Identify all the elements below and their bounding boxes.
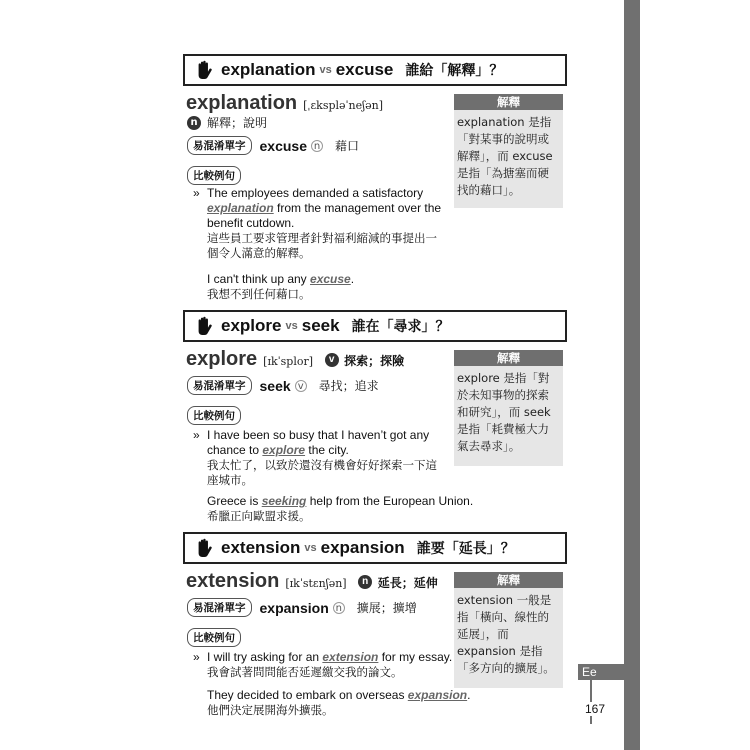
header-vs: vs <box>319 64 332 76</box>
entry-header <box>183 54 567 86</box>
entry-header <box>183 532 567 564</box>
example-tag: 比較例句 <box>187 166 241 185</box>
example-tag-wrap <box>187 164 241 185</box>
headword-text: explore <box>186 348 258 370</box>
confusable-word: seek <box>259 377 291 394</box>
headword <box>186 348 404 371</box>
example-text: I can't think up any <box>207 272 311 286</box>
header-vs: vs <box>304 542 317 554</box>
example-2-en <box>207 688 507 703</box>
meaning: 解釋；說明 <box>207 116 268 130</box>
confusable-pos: n <box>311 140 323 152</box>
confusable-tag: 易混淆單字 <box>187 376 252 395</box>
confusable-tag: 易混淆單字 <box>187 136 252 155</box>
confusable-word: expansion <box>259 599 329 616</box>
example-2-zh: 他們決定展開海外擴張。 <box>207 703 334 717</box>
headword <box>186 570 438 593</box>
headword-text: explanation <box>186 92 298 114</box>
letter-tab: Ee <box>578 664 624 680</box>
header-word-2: expansion <box>320 538 405 557</box>
header-question: 誰在「尋求」？ <box>351 319 450 335</box>
header-word-1: extension <box>221 538 301 557</box>
explain-box <box>454 350 563 466</box>
confusable-line <box>187 136 359 155</box>
page-number: 167 <box>584 702 606 716</box>
meaning: 探索；探險 <box>344 354 405 368</box>
side-bar <box>624 0 640 750</box>
header-word-1: explanation <box>221 60 316 79</box>
example-tag-wrap <box>187 404 241 425</box>
example-keyword: expansion <box>407 688 468 702</box>
example-keyword: excuse <box>310 272 351 286</box>
phonetic: [ˌɛkspləˈneʃən] <box>303 99 384 112</box>
example-1-en <box>207 428 447 458</box>
example-1-zh: 我會試著問問能否延遲繳交我的論文。 <box>207 665 403 679</box>
confusable-word: excuse <box>259 137 307 154</box>
example-1 <box>193 650 477 680</box>
confusable-tag: 易混淆單字 <box>187 598 252 617</box>
entry-header <box>183 310 567 342</box>
explain-text: explore 是指「對於未知事物的探索和研究」，而 seek 是指「耗費極大力氣去尋求」。 <box>457 371 551 453</box>
confusable-meaning: 尋找；追求 <box>318 379 379 393</box>
example-1-zh: 這些員工要求管理者針對福利縮減的事提出一個令人滿意的解釋。 <box>207 231 437 260</box>
bullet: » <box>193 650 200 664</box>
example-text: Greece is <box>207 494 262 508</box>
example-tag-wrap <box>187 626 241 647</box>
phonetic: [ɪkˈsplor] <box>263 355 314 368</box>
hand-icon <box>195 60 213 80</box>
example-text: the city. <box>305 443 349 457</box>
example-text: The employees demanded a satisfactory <box>207 186 424 200</box>
example-2-zh: 希臘正向歐盟求援。 <box>207 509 311 523</box>
confusable-meaning: 藉口 <box>334 139 359 153</box>
example-keyword: explanation <box>207 201 274 215</box>
example-tag: 比較例句 <box>187 628 241 647</box>
pos-badge: n <box>358 575 372 589</box>
example-1-zh: 我太忙了，以致於還沒有機會好好探索一下這座城市。 <box>207 458 437 487</box>
meaning-line <box>187 114 267 131</box>
hand-icon <box>195 538 213 558</box>
header-question: 誰給「解釋」？ <box>405 63 504 79</box>
example-2-en <box>207 494 507 509</box>
example-2 <box>207 494 507 524</box>
header-vs: vs <box>285 320 298 332</box>
example-1 <box>193 186 447 261</box>
example-1-en <box>207 186 447 231</box>
example-text: . <box>467 688 471 702</box>
explain-box <box>454 94 563 208</box>
example-keyword: seeking <box>261 494 307 508</box>
example-text: I will try asking for an <box>207 650 323 664</box>
example-2 <box>207 688 507 718</box>
confusable-meaning: 擴展；擴增 <box>356 601 417 615</box>
example-1-en <box>207 650 477 665</box>
header-word-1: explore <box>221 316 282 335</box>
header-word-2: excuse <box>335 60 394 79</box>
example-2-en <box>207 272 447 287</box>
explain-title: 解釋 <box>454 94 563 110</box>
explain-title: 解釋 <box>454 350 563 366</box>
confusable-pos: v <box>295 380 307 392</box>
explain-box <box>454 572 563 688</box>
headword <box>186 92 383 115</box>
bullet: » <box>193 186 200 200</box>
example-tag: 比較例句 <box>187 406 241 425</box>
example-2 <box>207 272 447 302</box>
confusable-line <box>187 598 417 617</box>
example-text: from the management over the benefit cutdown. <box>207 201 442 230</box>
headword-text: extension <box>186 570 280 592</box>
confusable-pos: n <box>333 602 345 614</box>
confusable-line <box>187 376 379 395</box>
pos-badge: n <box>187 116 201 130</box>
example-text: I have been so busy that I haven’t got any chance to <box>207 428 430 457</box>
phonetic: [ɪkˈstɛnʃən] <box>285 577 347 590</box>
header-question: 誰要「延長」？ <box>416 541 515 557</box>
example-text: They decided to embark on overseas <box>207 688 408 702</box>
explain-text: extension 一般是指「橫向、線性的延展」，而 expansion 是指「多方向的擴展」。 <box>457 593 555 675</box>
meaning: 延長；延伸 <box>377 576 438 590</box>
hand-icon <box>195 316 213 336</box>
header-word-2: seek <box>301 316 340 335</box>
explain-title: 解釋 <box>454 572 563 588</box>
example-keyword: extension <box>322 650 379 664</box>
example-text: . <box>350 272 355 286</box>
bullet: » <box>193 428 200 442</box>
example-text: help from the European Union. <box>306 494 474 508</box>
example-text: for my essay. <box>378 650 453 664</box>
example-1 <box>193 428 447 488</box>
example-keyword: explore <box>262 443 306 457</box>
example-2-zh: 我想不到任何藉口。 <box>207 287 311 301</box>
explain-text: explanation 是指「對某事的說明或解釋」，而 excuse 是指「為搪塞而硬找的藉口」。 <box>457 115 553 197</box>
pos-badge: v <box>325 353 339 367</box>
